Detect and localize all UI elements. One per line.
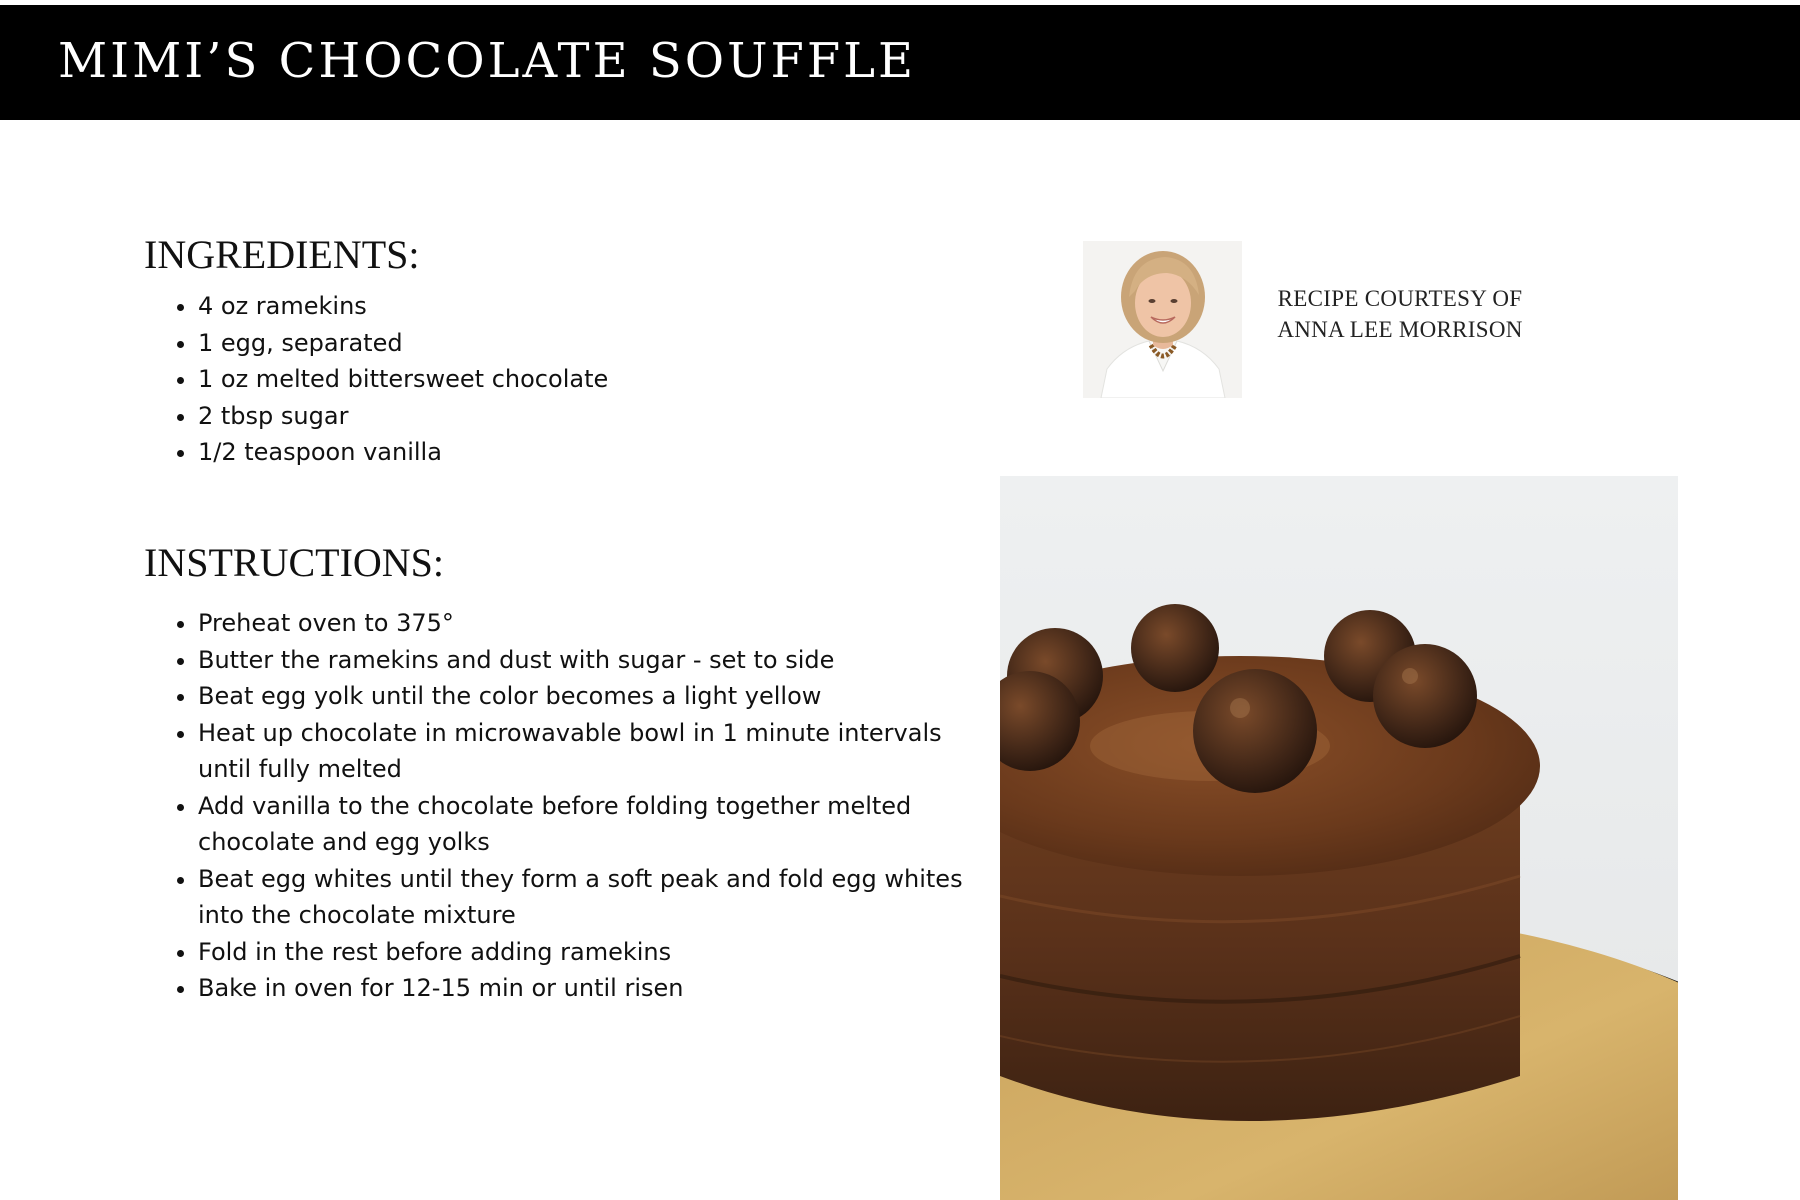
list-item: • 1 oz melted bittersweet chocolate (198, 361, 898, 398)
ingredients-list (170, 288, 898, 471)
list-item: • Beat egg whites until they form a soft peak and fold egg whites into the chocolate mixture (198, 861, 973, 934)
list-item: • 2 tbsp sugar (198, 398, 898, 435)
list-item: • Add vanilla to the chocolate before folding together melted chocolate and egg yolks (198, 788, 973, 861)
ingredients-heading: INGREDIENTS: (144, 232, 420, 277)
author-photo (1083, 241, 1242, 398)
list-item: • 1 egg, separated (198, 325, 898, 362)
list-item: • 1/2 teaspoon vanilla (198, 434, 898, 471)
instructions-list (170, 605, 973, 1007)
list-item: • Bake in oven for 12-15 min or until risen (198, 970, 973, 1007)
page-title: MIMI’S CHOCOLATE SOUFFLE (58, 33, 917, 89)
list-item: • 4 oz ramekins (198, 288, 898, 325)
list-item: • Heat up chocolate in microwavable bowl in 1 minute intervals until fully melted (198, 715, 973, 788)
header-bar (0, 5, 1800, 120)
list-item: • Butter the ramekins and dust with sugar - set to side (198, 642, 973, 679)
list-item: • Preheat oven to 375° (198, 605, 973, 642)
instructions-heading: INSTRUCTIONS: (144, 540, 445, 585)
author-name: ANNA LEE MORRISON (1277, 317, 1523, 342)
recipe-courtesy (1250, 283, 1550, 345)
author-portrait-image (1083, 241, 1242, 398)
chocolate-cake-image (1000, 476, 1678, 1200)
cake-photo (1000, 476, 1678, 1200)
courtesy-line: RECIPE COURTESY OF (1277, 286, 1523, 311)
list-item: • Beat egg yolk until the color becomes a light yellow (198, 678, 973, 715)
list-item: • Fold in the rest before adding ramekins (198, 934, 973, 971)
